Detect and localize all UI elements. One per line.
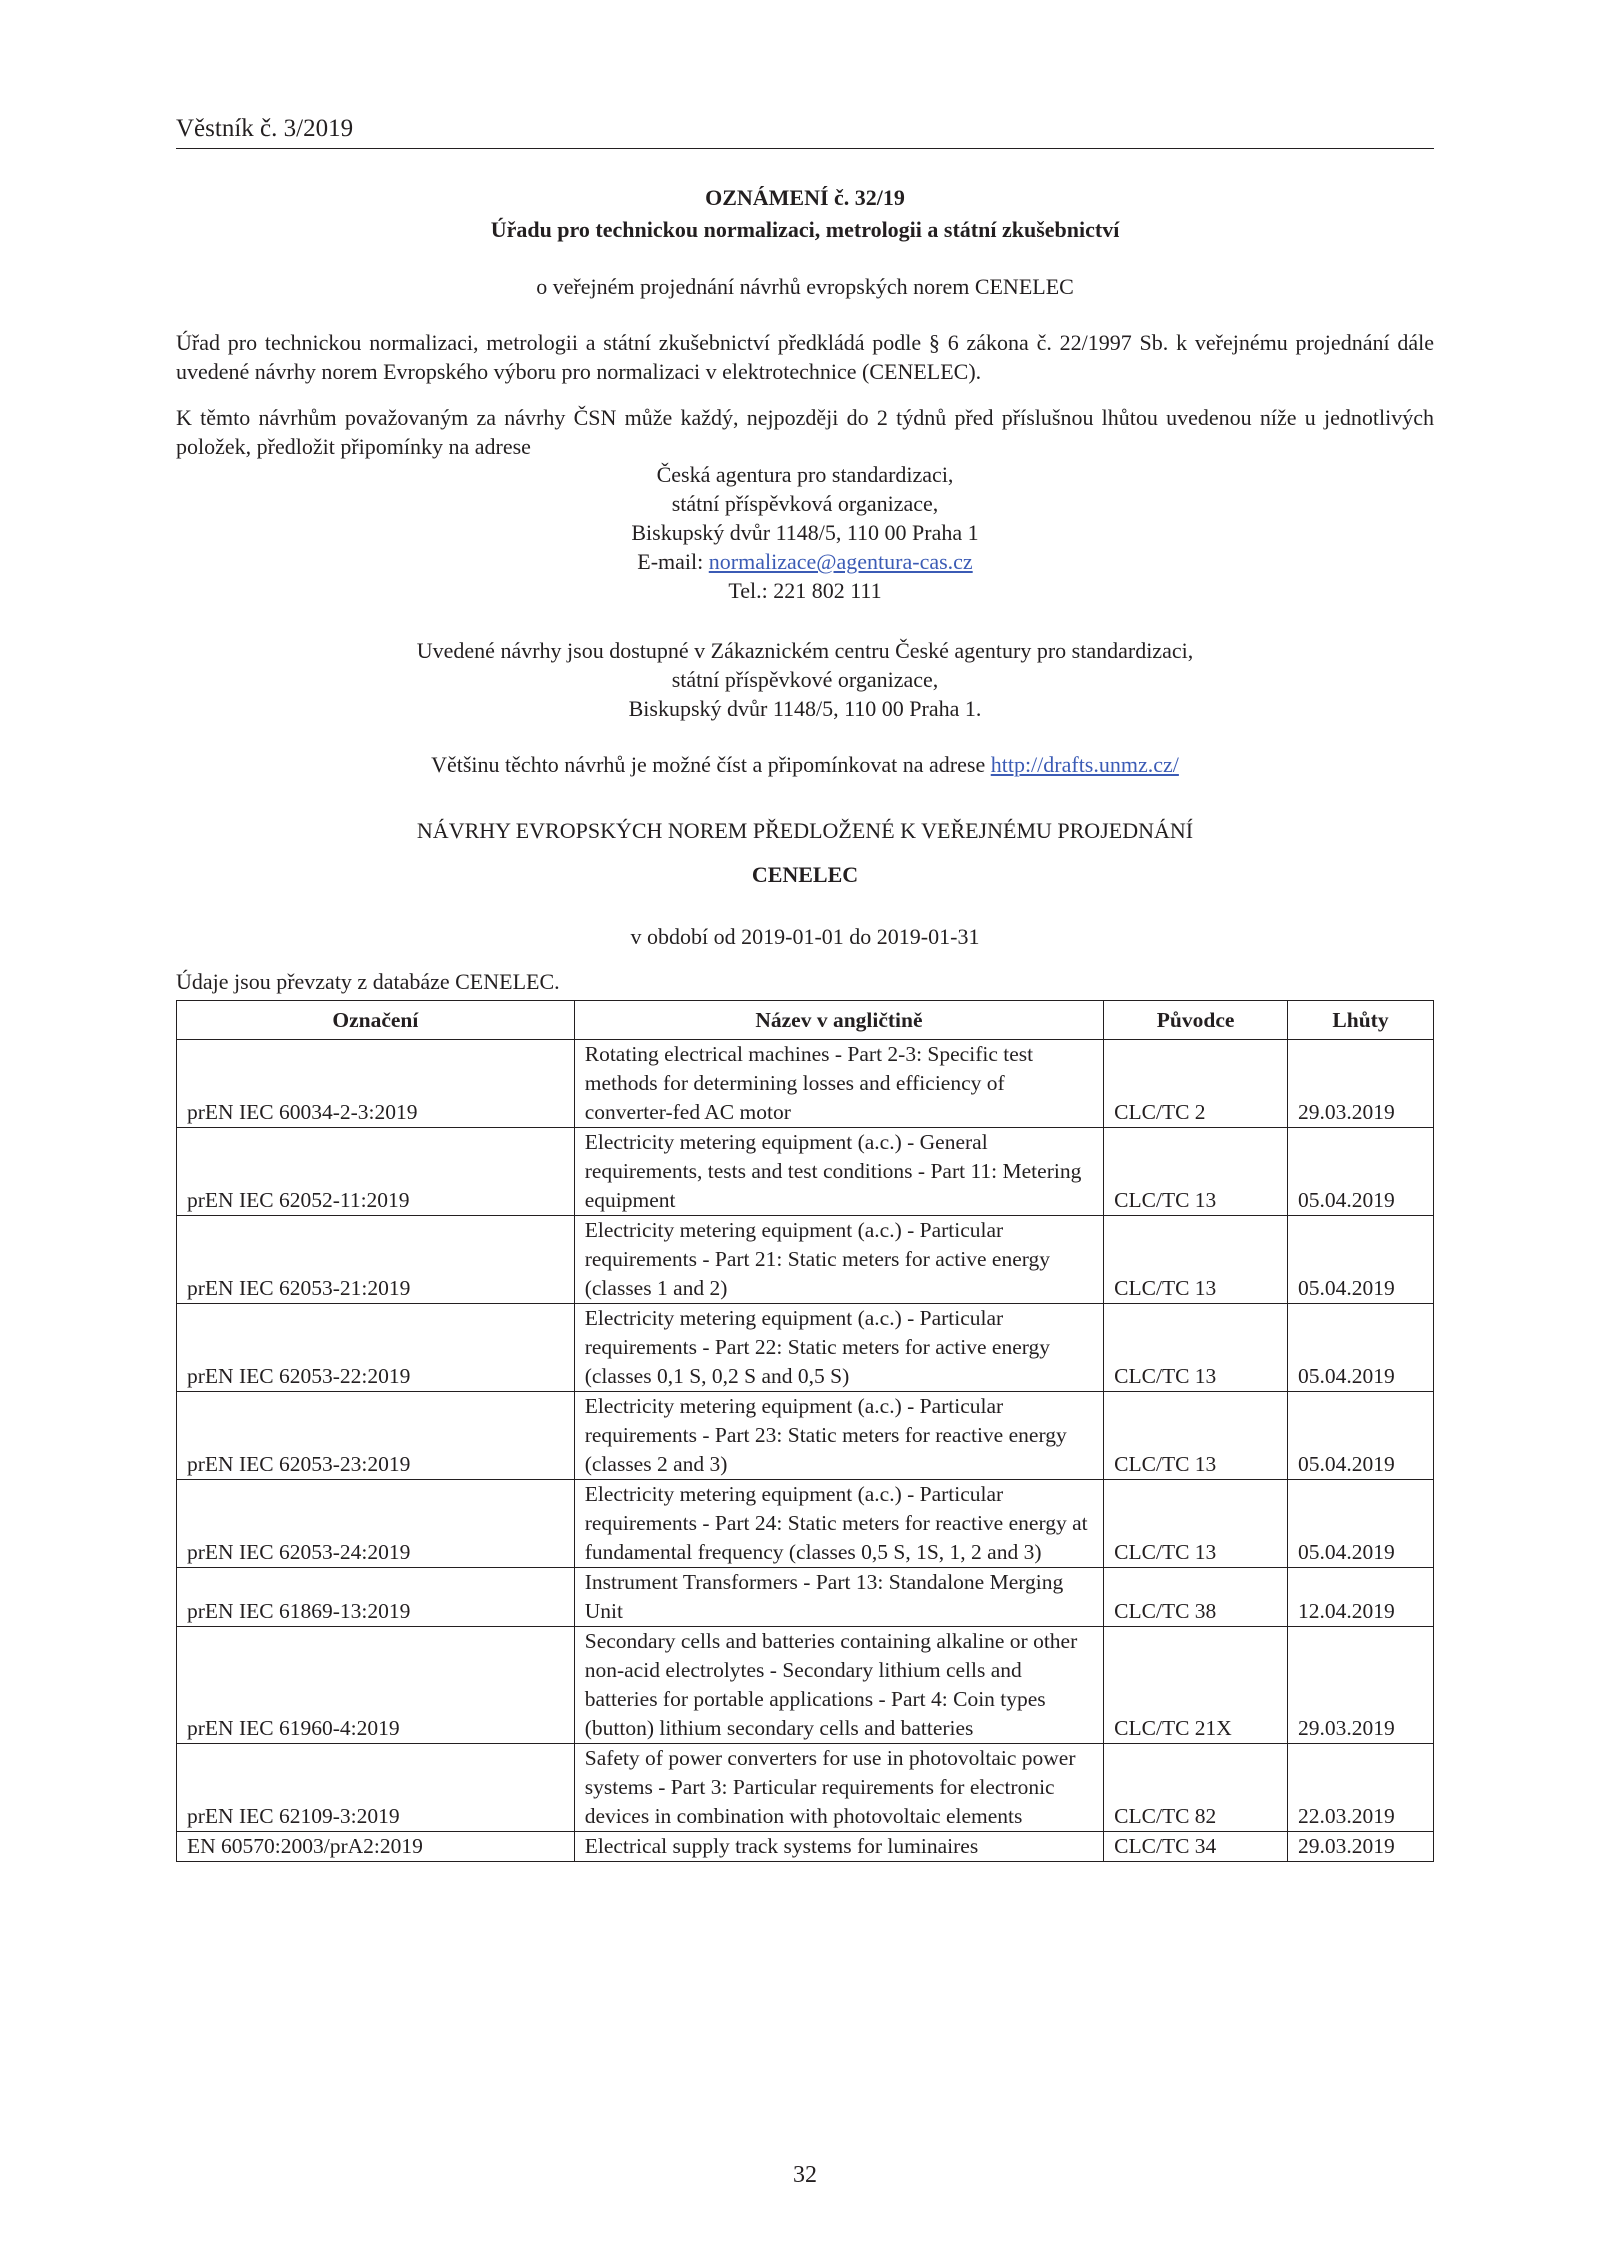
table-row (177, 1128, 1434, 1216)
section-heading: NÁVRHY EVROPSKÝCH NOREM PŘEDLOŽENÉ K VEŘEJNÉMU PROJEDNÁNÍ (416, 818, 1194, 843)
norm-deadline: 22.03.2019 (1288, 1744, 1434, 1832)
availability-line-3: Biskupský dvůr 1148/5, 110 00 Praha 1. (628, 696, 982, 721)
norm-deadline: 05.04.2019 (1288, 1128, 1434, 1216)
norm-deadline: 05.04.2019 (1288, 1480, 1434, 1568)
table-row (177, 1832, 1434, 1862)
norm-origin: CLC/TC 13 (1104, 1128, 1288, 1216)
norm-deadline: 05.04.2019 (1288, 1392, 1434, 1480)
norm-origin: CLC/TC 13 (1104, 1480, 1288, 1568)
announcement-subtitle: o veřejném projednání návrhů evropských norem CENELEC (536, 274, 1074, 299)
norm-title: Electricity metering equipment (a.c.) - Particular requirements - Part 24: Static meters for reactive energy at fundamental frequency (classes 0,5 S, 1S, 1, 2 and 3) (574, 1480, 1103, 1568)
norm-origin: CLC/TC 2 (1104, 1040, 1288, 1128)
period-line: v období od 2019-01-01 do 2019-01-31 (630, 924, 980, 949)
email-link[interactable]: normalizace@agentura-cas.cz (708, 549, 973, 574)
norm-title: Electricity metering equipment (a.c.) - Particular requirements - Part 22: Static meters for active energy (classes 0,1 S, 0,2 S and 0,5 S) (574, 1304, 1103, 1392)
norm-code: EN 60570:2003/prA2:2019 (177, 1832, 575, 1862)
norm-origin: CLC/TC 21X (1104, 1627, 1288, 1744)
announcement-title: OZNÁMENÍ č. 32/19 (705, 185, 905, 210)
column-header-deadline: Lhůty (1288, 1001, 1434, 1040)
norm-code: prEN IEC 62109-3:2019 (177, 1744, 575, 1832)
norm-title: Electricity metering equipment (a.c.) - General requirements, tests and test conditions - Part 11: Metering equipment (574, 1128, 1103, 1216)
norm-title: Electricity metering equipment (a.c.) - Particular requirements - Part 23: Static meters for reactive energy (classes 2 and 3) (574, 1392, 1103, 1480)
bulletin-title: Věstník č. 3/2019 (176, 115, 354, 142)
comment-text: Většinu těchto návrhů je možné číst a připomínkovat na adrese (431, 752, 991, 777)
norm-code: prEN IEC 62053-24:2019 (177, 1480, 575, 1568)
norm-title: Electricity metering equipment (a.c.) - Particular requirements - Part 21: Static meters for active energy (classes 1 and 2) (574, 1216, 1103, 1304)
table-row (177, 1744, 1434, 1832)
norm-deadline: 12.04.2019 (1288, 1568, 1434, 1627)
norm-deadline: 29.03.2019 (1288, 1040, 1434, 1128)
table-row (177, 1040, 1434, 1128)
norm-origin: CLC/TC 13 (1104, 1392, 1288, 1480)
address-email-line (176, 547, 1434, 577)
office-name: Úřadu pro technickou normalizaci, metrologii a státní zkušebnictví (490, 217, 1120, 242)
norm-title: Rotating electrical machines - Part 2-3: Specific test methods for determining losses and efficiency of converter-fed AC motor (574, 1040, 1103, 1128)
norm-deadline: 05.04.2019 (1288, 1216, 1434, 1304)
norm-deadline: 29.03.2019 (1288, 1627, 1434, 1744)
table-row (177, 1392, 1434, 1480)
norm-origin: CLC/TC 13 (1104, 1304, 1288, 1392)
norm-title: Instrument Transformers - Part 13: Standalone Merging Unit (574, 1568, 1103, 1627)
norm-deadline: 29.03.2019 (1288, 1832, 1434, 1862)
norm-title: Secondary cells and batteries containing alkaline or other non-acid electrolytes - Secondary lithium cells and batteries for portable applications - Part 4: Coin types (button) lithium secondary cells and batteries (574, 1627, 1103, 1744)
address-line-1: Česká agentura pro standardizaci, (656, 462, 954, 487)
norm-origin: CLC/TC 38 (1104, 1568, 1288, 1627)
availability-line-2: státní příspěvkové organizace, (671, 667, 939, 692)
table-header-row (177, 1001, 1434, 1040)
table-row (177, 1627, 1434, 1744)
email-label: E-mail: (637, 549, 709, 574)
norm-title: Safety of power converters for use in photovoltaic power systems - Part 3: Particular requirements for electronic devices in combination with photovoltaic elements (574, 1744, 1103, 1832)
bulletin-header (176, 110, 1434, 149)
drafts-link[interactable]: http://drafts.unmz.cz/ (990, 752, 1179, 777)
comment-line (176, 750, 1434, 780)
column-header-origin: Původce (1104, 1001, 1288, 1040)
norm-origin: CLC/TC 34 (1104, 1832, 1288, 1862)
column-header-code: Označení (177, 1001, 575, 1040)
address-line-3: Biskupský dvůr 1148/5, 110 00 Praha 1 (631, 520, 979, 545)
norm-code: prEN IEC 62053-23:2019 (177, 1392, 575, 1480)
availability-line-1: Uvedené návrhy jsou dostupné v Zákaznickém centru České agentury pro standardizaci, (416, 638, 1194, 663)
table-row (177, 1216, 1434, 1304)
norms-table (176, 1000, 1434, 1862)
norm-origin: CLC/TC 82 (1104, 1744, 1288, 1832)
norm-origin: CLC/TC 13 (1104, 1216, 1288, 1304)
norm-code: prEN IEC 62052-11:2019 (177, 1128, 575, 1216)
norm-deadline: 05.04.2019 (1288, 1304, 1434, 1392)
norm-code: prEN IEC 61869-13:2019 (177, 1568, 575, 1627)
page-number: 32 (793, 2162, 817, 2188)
norm-title: Electrical supply track systems for luminaires (574, 1832, 1103, 1862)
norm-code: prEN IEC 61960-4:2019 (177, 1627, 575, 1744)
norm-code: prEN IEC 60034-2-3:2019 (177, 1040, 575, 1128)
table-row (177, 1568, 1434, 1627)
table-row (177, 1304, 1434, 1392)
address-phone: Tel.: 221 802 111 (728, 578, 882, 603)
address-line-2: státní příspěvková organizace, (671, 491, 939, 516)
section-organization: CENELEC (751, 862, 859, 887)
intro-paragraph-2: K těmto návrhům považovaným za návrhy ČSN může každý, nejpozději do 2 týdnů před příslušnou lhůtou uvedenou níže u jednotlivých položek, předložit připomínky na adrese (176, 405, 1434, 459)
norm-code: prEN IEC 62053-22:2019 (177, 1304, 575, 1392)
table-row (177, 1480, 1434, 1568)
norm-code: prEN IEC 62053-21:2019 (177, 1216, 575, 1304)
column-header-title: Název v angličtině (574, 1001, 1103, 1040)
source-note: Údaje jsou převzaty z databáze CENELEC. (176, 969, 560, 994)
intro-paragraph-1: Úřad pro technickou normalizaci, metrologii a státní zkušebnictví předkládá podle § 6 zákona č. 22/1997 Sb. k veřejnému projednání dále uvedené návrhy norem Evropského výboru pro normalizaci v elektrotechnice (CENELEC). (176, 330, 1434, 384)
